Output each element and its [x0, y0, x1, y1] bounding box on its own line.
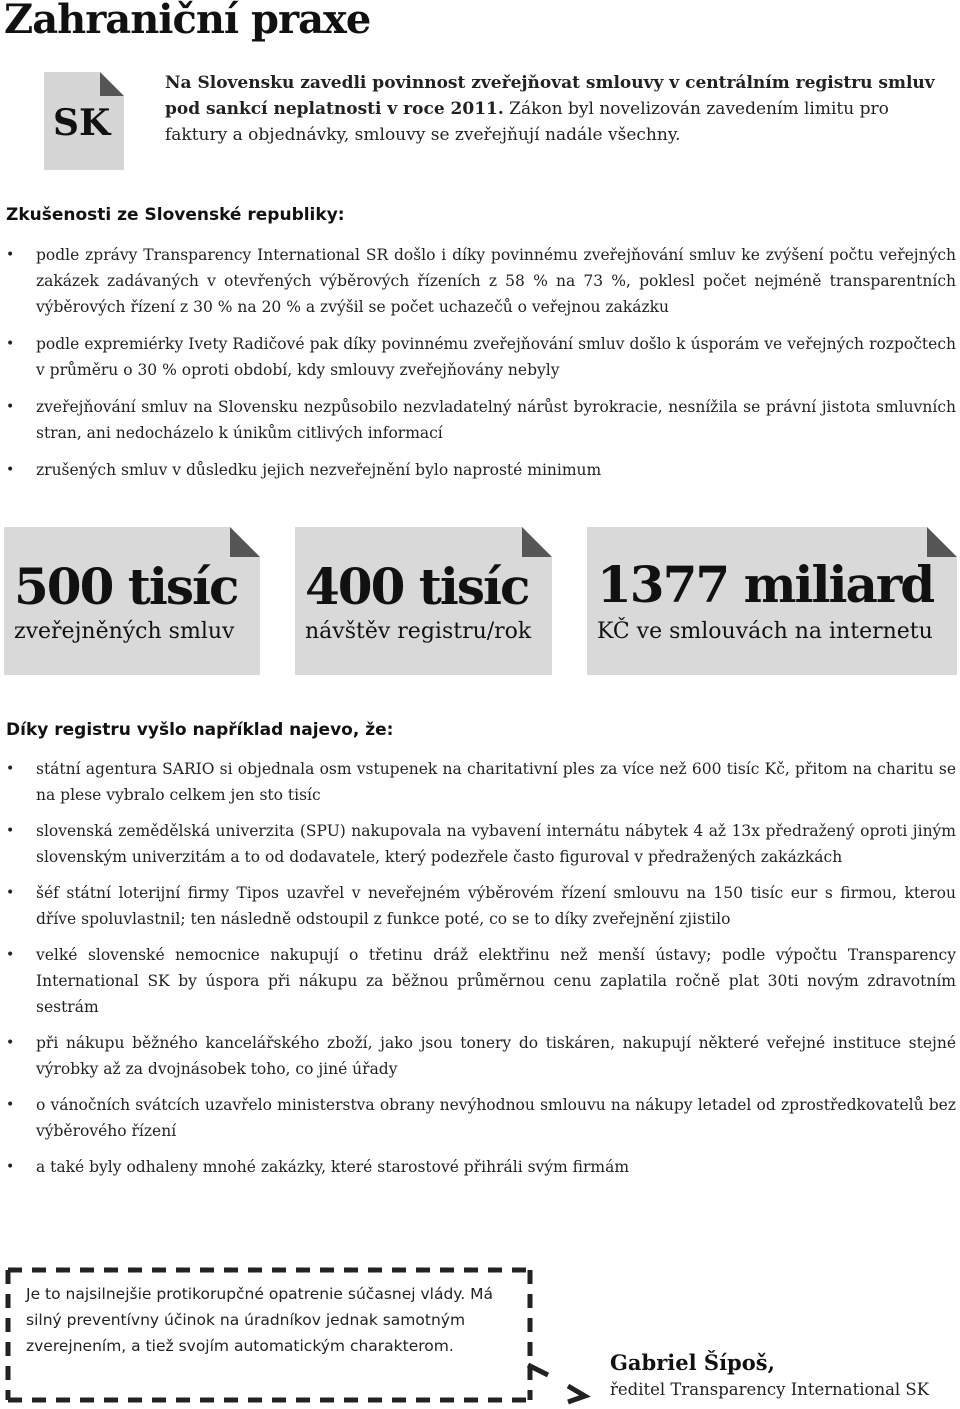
stat-number: 1377 miliard [597, 555, 934, 614]
list-item: • zrušených smluv v důsledku jejich nezveřejnění bylo naprosté minimum [6, 457, 956, 483]
list-item: • při nákupu běžného kancelářského zboží, jako jsou tonery do tiskáren, nakupují některé veřejné instituce stejné výrobky až za dvojnásobek toho, co jiné úřady [6, 1030, 956, 1082]
list-item: • a také byly odhaleny mnohé zakázky, které starostové přihráli svým firmám [6, 1154, 956, 1180]
quote-author-role: ředitel Transparency International SK [610, 1380, 930, 1399]
intro-paragraph [165, 70, 945, 148]
page-title: Zahraniční praxe [4, 0, 371, 43]
stat-volume [587, 527, 957, 675]
findings-heading: Díky registru vyšlo například najevo, že: [6, 720, 394, 740]
list-item: • zveřejňování smluv na Slovensku nezpůsobilo nezvladatelný nárůst byrokracie, nesnížila se právní jistota smluvních stran, ani nedocházelo k únikům citlivých informací [6, 394, 956, 446]
stat-label: návštěv registru/rok [305, 619, 532, 644]
intro-normal: Zákon byl novelizován zavedením limitu pro faktury a objednávky, smlouvy se zveřejňují nadále všechny. [165, 99, 889, 145]
stat-number: 500 tisíc [14, 557, 238, 616]
stat-number: 400 tisíc [305, 557, 529, 616]
country-code: SK [53, 102, 111, 144]
quote-author: Gabriel Šípoš, [610, 1350, 775, 1375]
list-item: • velké slovenské nemocnice nakupují o třetinu dráž elektřinu než menší ústavy; podle výpočtu Transparency International SK by úspora při nákupu za běžnou průměrnou cenu zaplatila ročně plat 30ti novým zdravotním sestrám [6, 942, 956, 1020]
stat-contracts [4, 527, 260, 675]
list-item: • šéf státní loterijní firmy Tipos uzavřel v neveřejném výběrovém řízení smlouvu na 150 tisíc eur s firmou, kterou dříve spoluvlastnil; ten následně odstoupil z funkce poté, co se to díky zveřejnění zjistilo [6, 880, 956, 932]
list-item: • podle zprávy Transparency International SR došlo i díky povinnému zveřejňování smluv ke zvýšení počtu veřejných zakázek zadávaných v otevřených výběrových řízeních z 58 % na 73 %, poklesl počet nejméně transparentních výběrových řízení z 30 % na 20 % a zvýšil se počet uchazečů o veřejnou zakázku [6, 242, 956, 320]
experience-heading: Zkušenosti ze Slovenské republiky: [6, 205, 345, 225]
stat-visits [295, 527, 552, 675]
findings-list [6, 756, 956, 1180]
experience-list [6, 242, 956, 483]
list-item: • podle expremiérky Ivety Radičové pak díky povinnému zveřejňování smluv došlo k úsporám ve veřejných rozpočtech v průměru o 30 % oproti období, kdy smlouvy zveřejňovány nebyly [6, 331, 956, 383]
folded-corner-icon [522, 527, 552, 557]
quote-text: Je to najsilnejšie protikorupčné opatrenie súčasnej vlády. Má silný preventívny účinok na úradníkov jednak samotným zverejnením, a tiež svojím automatickým charakterom. [26, 1285, 493, 1355]
stat-label: KČ ve smlouvách na internetu [597, 619, 933, 644]
list-item: • slovenská zemědělská univerzita (SPU) nakupovala na vybavení internátu nábytek 4 až 13x předražený oproti jiným slovenským univerzitám a to od dodavatele, který podezřele často figuroval v předražených zakázkách [6, 818, 956, 870]
list-item: • o vánočních svátcích uzavřelo ministerstva obrany nevýhodnou smlouvu na nákupy letadel od zprostředkovatelů bez výběrového řízení [6, 1092, 956, 1144]
folded-corner-icon [230, 527, 260, 557]
list-item: • státní agentura SARIO si objednala osm vstupenek na charitativní ples za více než 600 tisíc Kč, přitom na charitu se na plese vybralo celkem jen sto tisíc [6, 756, 956, 808]
stat-label: zveřejněných smluv [14, 619, 235, 644]
intro-bold: Na Slovensku zavedli povinnost zveřejňovat smlouvy v centrálním registru smluv pod sankcí neplatnosti v roce 2011. [165, 73, 935, 119]
country-badge [44, 72, 124, 170]
folded-corner-icon [927, 527, 957, 557]
